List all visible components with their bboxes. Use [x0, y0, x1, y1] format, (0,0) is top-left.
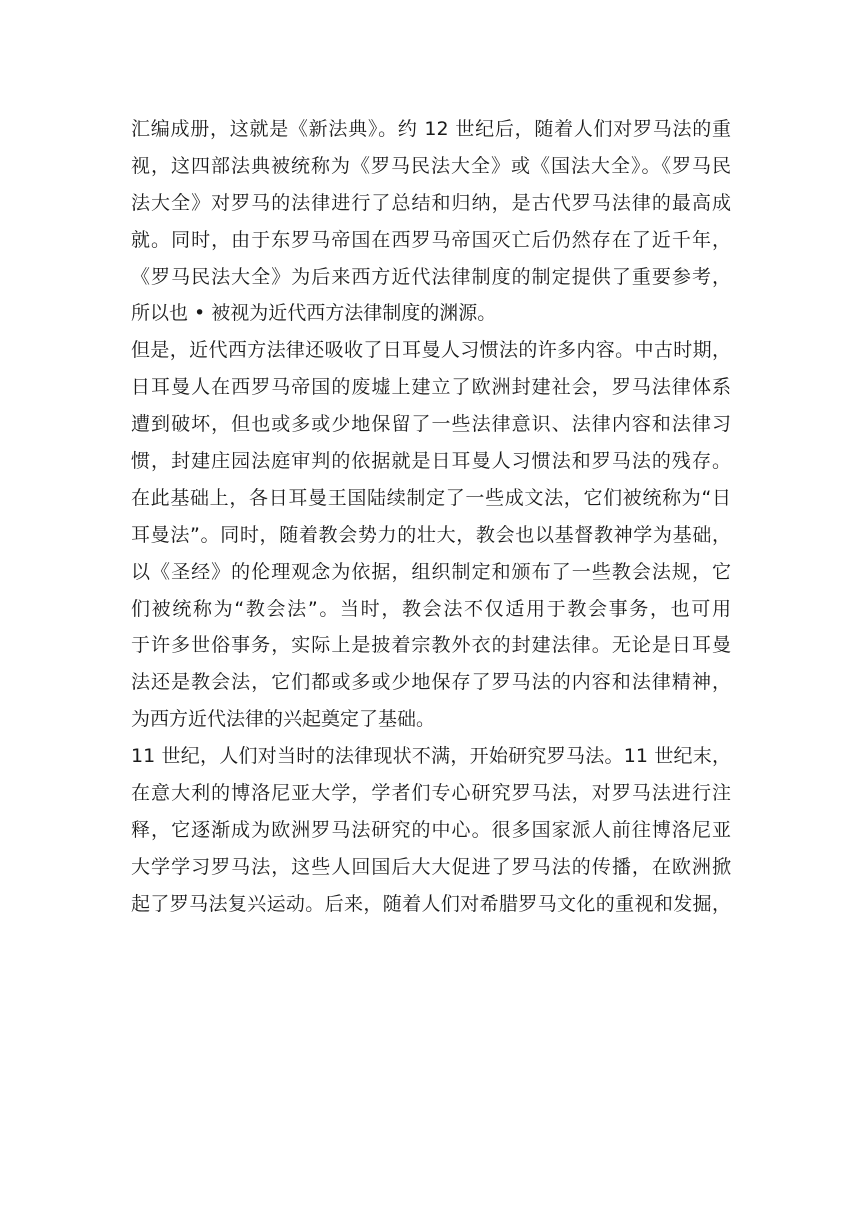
- paragraph-2-line-10: 法还是教会法，它们都或多或少地保存了罗马法的内容和法律精神，: [131, 671, 731, 694]
- paragraph-3-line-2: 在意大利的博洛尼亚大学，学者们专心研究罗马法，对罗马法进行注: [131, 782, 731, 805]
- paragraph-1: [131, 111, 731, 332]
- paragraph-1-line-6: 所以也 • 被视为近代西方法律制度的渊源。: [131, 302, 497, 325]
- paragraph-2-line-11: 为西方近代法律的兴起奠定了基础。: [131, 708, 436, 731]
- paragraph-2-line-1: 但是，近代西方法律还吸收了日耳曼人习惯法的许多内容。中古时期，: [131, 339, 731, 362]
- paragraph-2-line-8: 们被统称为“教会法”。当时，教会法不仅适用于教会事务，也可用: [131, 597, 731, 620]
- paragraph-2-line-6: 耳曼法”。同时，随着教会势力的壮大，教会也以基督教神学为基础，: [131, 523, 731, 546]
- paragraph-2-line-9: 于许多世俗事务，实际上是披着宗教外衣的封建法律。无论是日耳曼: [131, 634, 731, 657]
- paragraph-3-line-3: 释，它逐渐成为欧洲罗马法研究的中心。很多国家派人前往博洛尼亚: [131, 818, 731, 841]
- paragraph-1-line-5: 《罗马民法大全》为后来西方近代法律制度的制定提供了重要参考，: [131, 265, 731, 288]
- paragraph-2-line-7: 以《圣经》的伦理观念为依据，组织制定和颁布了一些教会法规，它: [131, 560, 731, 583]
- paragraph-3: [131, 738, 731, 922]
- paragraph-2-line-5: 在此基础上，各日耳曼王国陆续制定了一些成文法，它们被统称为“日: [131, 486, 731, 509]
- paragraph-1-line-3: 法大全》对罗马的法律进行了总结和归纳，是古代罗马法律的最高成: [131, 191, 731, 214]
- paragraph-2: [131, 332, 731, 738]
- document-body: [131, 111, 731, 923]
- paragraph-1-line-2: 视，这四部法典被统称为《罗马民法大全》或《国法大全》。《罗马民: [131, 154, 731, 177]
- paragraph-2-line-4: 惯，封建庄园法庭审判的依据就是日耳曼人习惯法和罗马法的残存。: [131, 450, 731, 473]
- paragraph-3-line-4: 大学学习罗马法，这些人回国后大大促进了罗马法的传播，在欧洲掀: [131, 855, 731, 878]
- paragraph-1-line-1: 汇编成册，这就是《新法典》。约 12 世纪后，随着人们对罗马法的重: [131, 118, 731, 140]
- paragraph-3-line-1: 11 世纪，人们对当时的法律现状不满，开始研究罗马法。11 世纪末，: [131, 745, 731, 768]
- paragraph-2-line-2: 日耳曼人在西罗马帝国的废墟上建立了欧洲封建社会，罗马法律体系: [131, 376, 731, 399]
- paragraph-2-line-3: 遭到破坏，但也或多或少地保留了一些法律意识、法律内容和法律习: [131, 413, 731, 436]
- paragraph-3-line-5: 起了罗马法复兴运动。后来，随着人们对希腊罗马文化的重视和发掘，: [131, 892, 731, 915]
- paragraph-1-line-4: 就。同时，由于东罗马帝国在西罗马帝国灭亡后仍然存在了近千年，: [131, 228, 731, 251]
